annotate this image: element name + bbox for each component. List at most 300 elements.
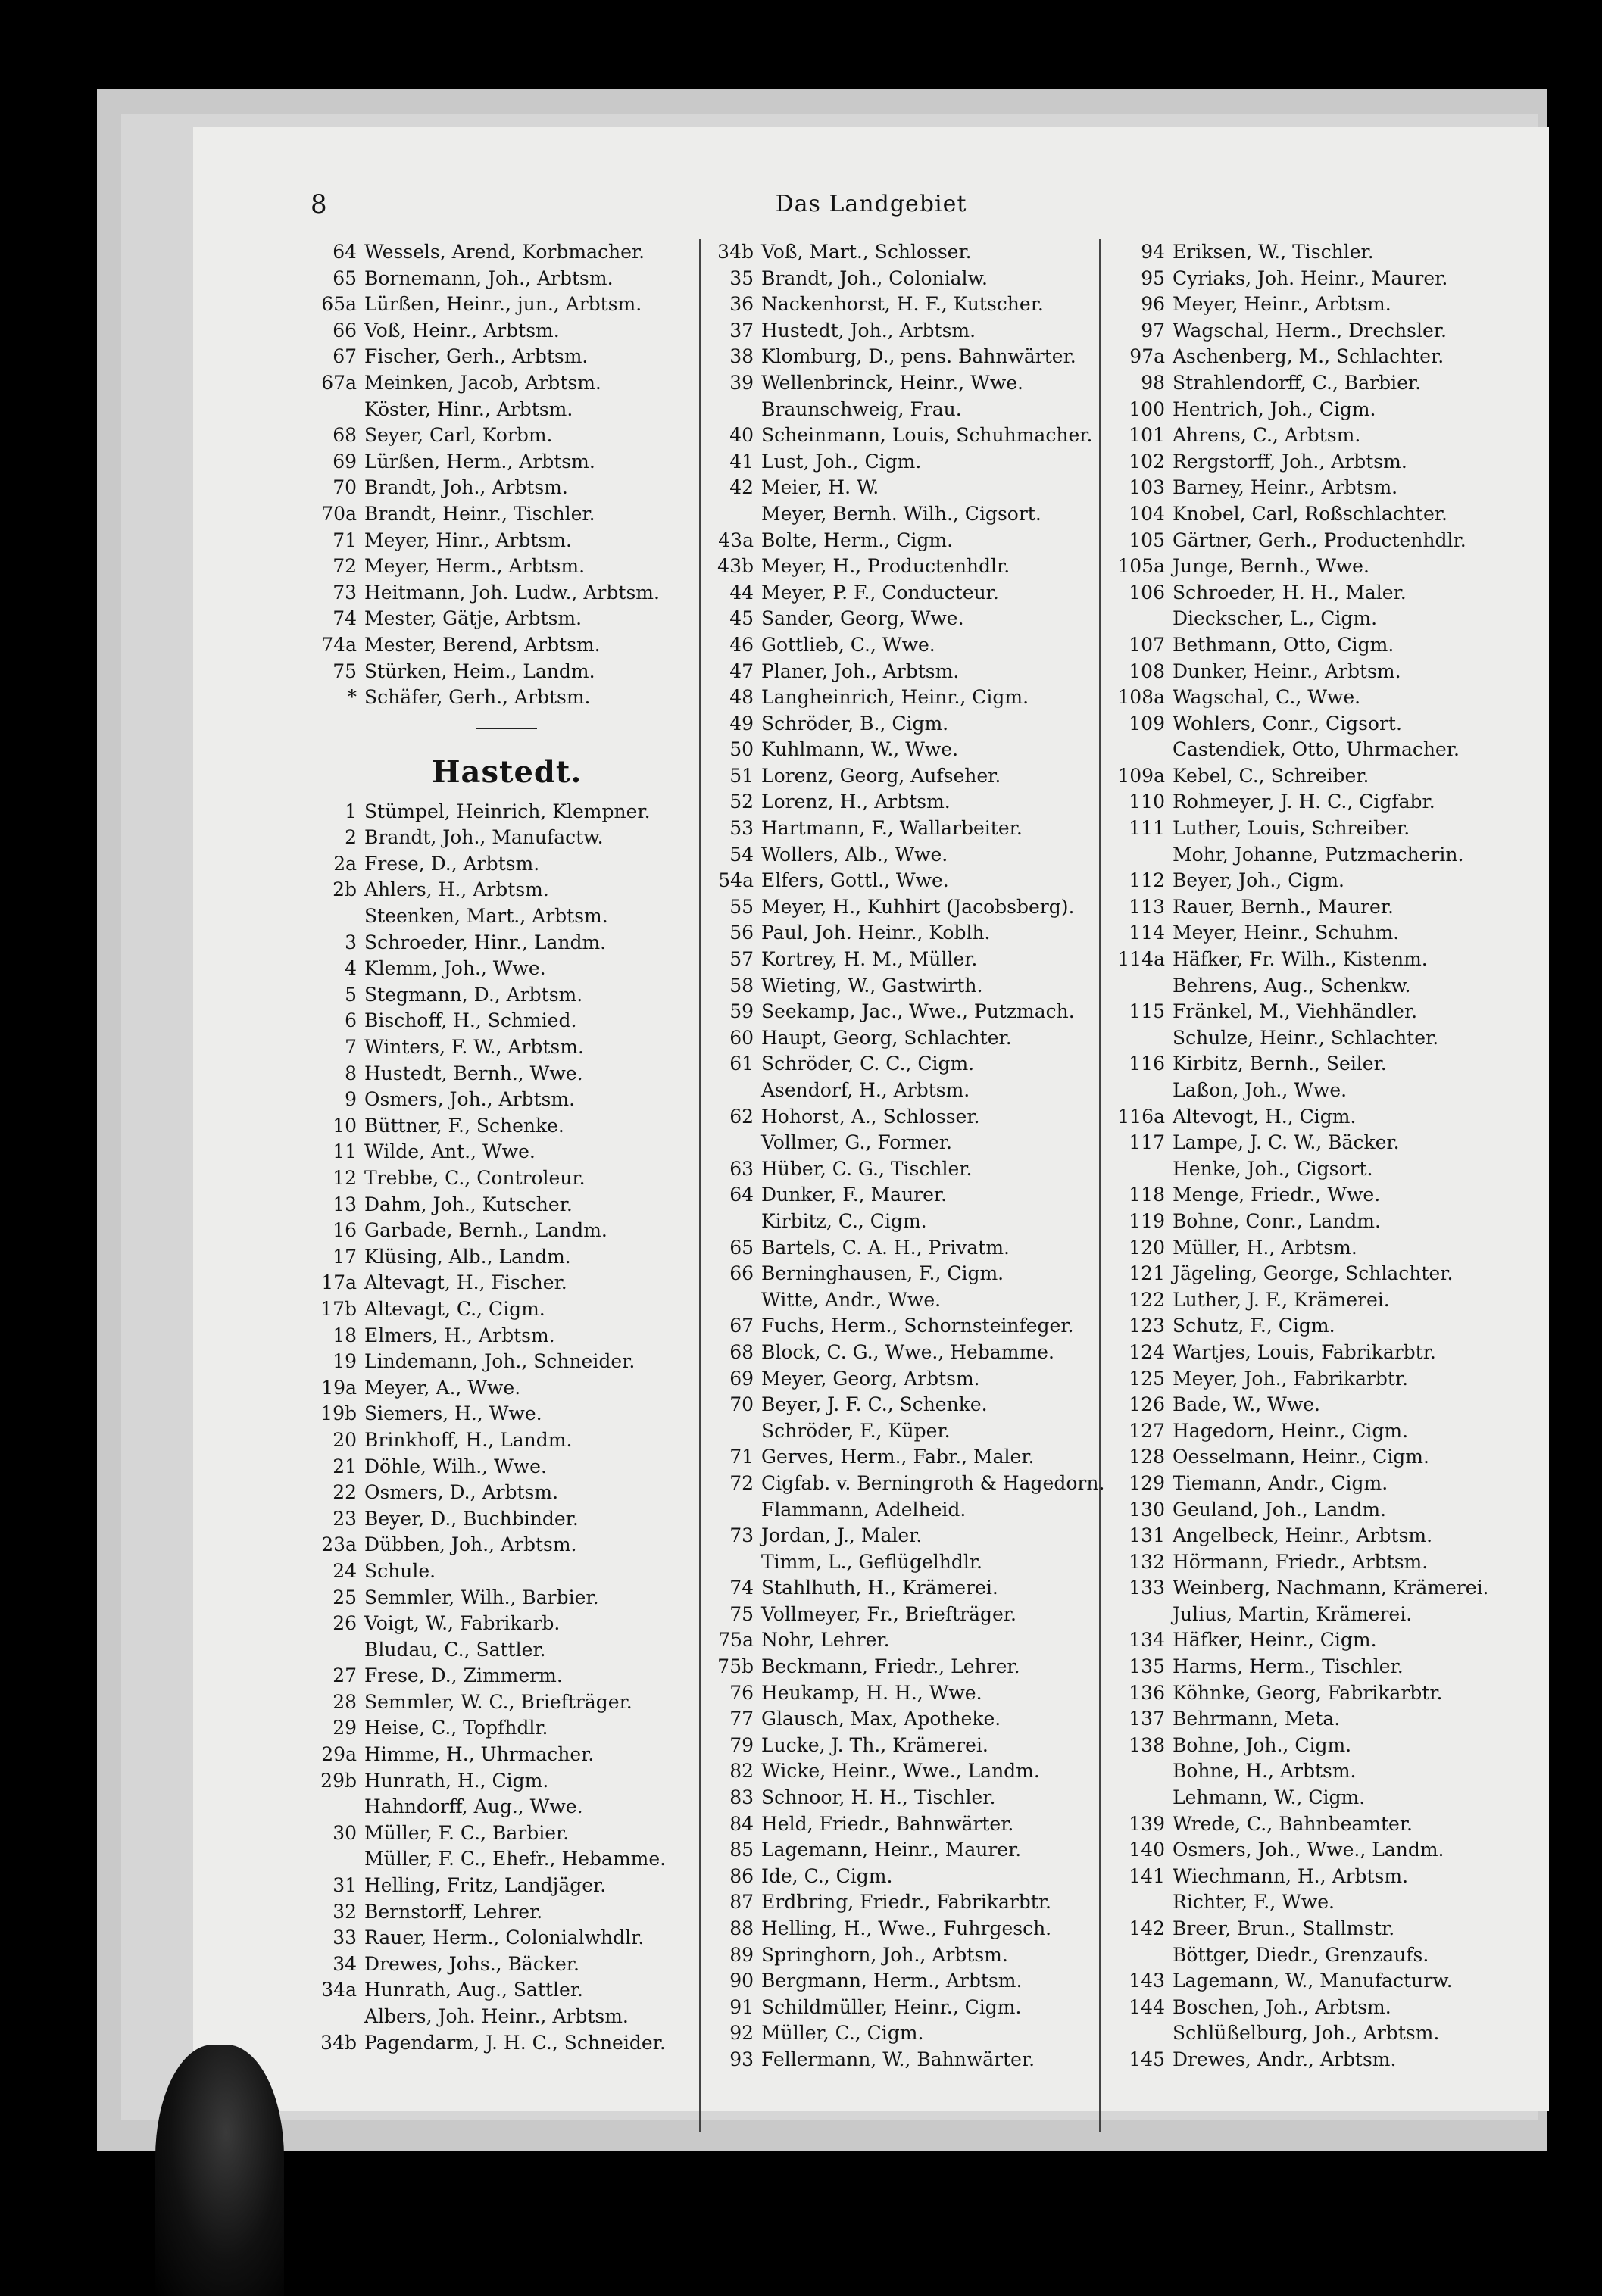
resident-text: Rohmeyer, J. H. C., Cigfabr. [1173, 791, 1435, 813]
resident-text: Schroeder, Hinr., Landm. [364, 931, 607, 953]
house-number: 29 [333, 1717, 357, 1739]
resident-text: Rergstorff, Joh., Arbtsm. [1173, 450, 1407, 473]
resident-text: Vollmer, G., Former. [761, 1131, 952, 1154]
section-heading: Hastedt. [431, 753, 582, 790]
directory-entry [1106, 920, 1530, 947]
directory-entry [1106, 894, 1530, 921]
house-number: 59 [729, 1000, 754, 1023]
house-number: 43b [717, 555, 754, 578]
house-number: 6 [345, 1009, 357, 1032]
resident-text: Brandt, Heinr., Tischler. [364, 502, 595, 525]
directory-entry [1106, 1785, 1530, 1811]
resident-text: Semmler, W. C., Briefträger. [364, 1690, 632, 1713]
directory-entry [1106, 1837, 1530, 1864]
resident-text: Fellermann, W., Bahnwärter. [761, 2048, 1035, 2070]
directory-entry [1106, 292, 1530, 318]
resident-text: Albers, Joh. Heinr., Arbtsm. [364, 2005, 629, 2027]
resident-text: Lorenz, Georg, Aufseher. [761, 764, 1001, 787]
resident-text: Frese, D., Arbtsm. [364, 852, 540, 875]
directory-entry [1106, 1051, 1530, 1078]
house-number: 122 [1129, 1288, 1165, 1311]
house-number: 67 [729, 1315, 754, 1337]
house-number: 87 [729, 1891, 754, 1914]
resident-text: Voigt, W., Fabrikarb. [364, 1612, 561, 1635]
house-number: 73 [333, 581, 357, 604]
resident-text: Böttger, Diedr., Grenzaufs. [1173, 1943, 1429, 1966]
resident-text: Langheinrich, Heinr., Cigm. [761, 686, 1029, 709]
directory-entry [1106, 1811, 1530, 1838]
directory-entry [1106, 1104, 1530, 1131]
house-number: 33 [333, 1926, 357, 1949]
resident-text: Osmers, Joh., Wwe., Landm. [1173, 1839, 1444, 1861]
house-number: 36 [729, 293, 754, 316]
resident-text: Steenken, Mart., Arbtsm. [364, 905, 608, 928]
house-number: 72 [729, 1471, 754, 1494]
house-number: 13 [333, 1193, 357, 1215]
resident-text: Wartjes, Louis, Fabrikarbtr. [1173, 1340, 1436, 1363]
house-number: 123 [1129, 1315, 1165, 1337]
resident-text: Meyer, A., Wwe. [364, 1376, 521, 1399]
directory-entry [1106, 2020, 1530, 2047]
house-number: 107 [1129, 633, 1165, 656]
directory-entry [1106, 685, 1530, 711]
directory-page [193, 127, 1549, 2111]
resident-text: Kirbitz, Bernh., Seiler. [1173, 1053, 1387, 1075]
house-number: 139 [1129, 1812, 1165, 1835]
resident-text: Schröder, F., Küper. [761, 1419, 951, 1442]
resident-text: Meier, H. W. [761, 476, 879, 499]
house-number: 105 [1129, 529, 1165, 551]
resident-text: Jägeling, George, Schlachter. [1173, 1262, 1454, 1285]
house-number: 21 [333, 1455, 357, 1477]
house-number: 34 [333, 1952, 357, 1975]
resident-text: Held, Friedr., Bahnwärter. [761, 1812, 1014, 1835]
house-number: 16 [333, 1219, 357, 1242]
resident-text: Winters, F. W., Arbtsm. [364, 1036, 584, 1059]
resident-text: Meyer, Herm., Arbtsm. [364, 555, 586, 578]
house-number: 75 [729, 1602, 754, 1625]
directory-entry [1106, 2047, 1530, 2073]
house-number: 23a [321, 1533, 357, 1556]
resident-text: Hohorst, A., Schlosser. [761, 1105, 980, 1128]
resident-text: Helling, H., Wwe., Fuhrgesch. [761, 1917, 1052, 1939]
resident-text: Timm, L., Geflügelhdlr. [761, 1550, 983, 1573]
resident-text: Helling, Fritz, Landjäger. [364, 1874, 607, 1897]
directory-entry [1106, 1444, 1530, 1471]
house-number: 54 [729, 843, 754, 866]
house-number: 132 [1129, 1550, 1165, 1573]
house-number: 131 [1129, 1524, 1165, 1547]
resident-text: Breer, Brun., Stallmstr. [1173, 1917, 1395, 1939]
resident-text: Schroeder, H. H., Maler. [1173, 581, 1407, 604]
house-number: 125 [1129, 1367, 1165, 1390]
directory-entry [1106, 1078, 1530, 1104]
directory-entry [1106, 659, 1530, 685]
resident-text: Hunrath, Aug., Sattler. [364, 1979, 583, 2001]
resident-text: Cigfab. v. Berningroth & Hagedorn. [761, 1471, 1105, 1494]
house-number: 73 [729, 1524, 754, 1547]
directory-entry [1106, 554, 1530, 580]
house-number: 130 [1129, 1498, 1165, 1521]
resident-text: Altevagt, C., Cigm. [364, 1297, 545, 1320]
directory-entry [1106, 947, 1530, 973]
directory-entry [1106, 1602, 1530, 1628]
house-number: 39 [729, 371, 754, 394]
house-number: 118 [1129, 1184, 1165, 1206]
directory-entry [1106, 1130, 1530, 1156]
house-number: 52 [729, 791, 754, 813]
house-number: 28 [333, 1690, 357, 1713]
house-number: 75a [718, 1629, 754, 1652]
resident-text: Fischer, Gerh., Arbtsm. [364, 345, 589, 368]
resident-text: Schröder, C. C., Cigm. [761, 1053, 975, 1075]
resident-text: Meyer, Heinr., Schuhm. [1173, 922, 1400, 944]
house-number: 64 [333, 241, 357, 263]
resident-text: Angelbeck, Heinr., Arbtsm. [1173, 1524, 1433, 1547]
house-number: 3 [345, 931, 357, 953]
resident-text: Hustedt, Joh., Arbtsm. [761, 319, 976, 342]
resident-text: Meyer, H., Kuhhirt (Jacobsberg). [761, 895, 1075, 918]
directory-entry [1106, 737, 1530, 763]
resident-text: Henke, Joh., Cigsort. [1173, 1157, 1373, 1180]
resident-text: Lürßen, Herm., Arbtsm. [364, 450, 595, 473]
house-number: 115 [1129, 1000, 1165, 1023]
resident-text: Semmler, Wilh., Barbier. [364, 1586, 599, 1608]
house-number: 58 [729, 974, 754, 997]
house-number: 96 [1141, 293, 1165, 316]
resident-text: Meyer, Joh., Fabrikarbtr. [1173, 1367, 1409, 1390]
house-number: 135 [1129, 1655, 1165, 1678]
directory-entry [1106, 763, 1530, 790]
house-number: 19b [320, 1402, 357, 1425]
resident-text: Paul, Joh. Heinr., Koblh. [761, 922, 991, 944]
house-number: 69 [333, 450, 357, 473]
resident-text: Wilde, Ant., Wwe. [364, 1140, 536, 1163]
resident-text: Brandt, Joh., Manufactw. [364, 826, 604, 849]
house-number: 72 [333, 555, 357, 578]
directory-entry [1106, 1680, 1530, 1707]
directory-entry [1106, 397, 1530, 423]
house-number: 23 [333, 1507, 357, 1530]
house-number: 92 [729, 2022, 754, 2045]
resident-text: Eriksen, W., Tischler. [1173, 241, 1374, 263]
house-number: 86 [729, 1864, 754, 1887]
directory-entry [1106, 1942, 1530, 1969]
resident-text: Brinkhoff, H., Landm. [364, 1428, 573, 1451]
page-number: 8 [311, 189, 327, 220]
house-number: 62 [729, 1105, 754, 1128]
resident-text: Luther, Louis, Schreiber. [1173, 817, 1410, 840]
resident-text: Meyer, Bernh. Wilh., Cigsort. [761, 502, 1041, 525]
house-number: 68 [333, 424, 357, 447]
resident-text: Ahlers, H., Arbtsm. [364, 878, 549, 901]
resident-text: Meyer, H., Productenhdlr. [761, 555, 1010, 578]
resident-text: Stahlhuth, H., Krämerei. [761, 1577, 998, 1599]
house-number: 79 [729, 1733, 754, 1756]
directory-entry [1106, 711, 1530, 738]
house-number: 134 [1129, 1629, 1165, 1652]
house-number: 121 [1129, 1262, 1165, 1285]
house-number: 55 [729, 895, 754, 918]
house-number: 75 [333, 660, 357, 682]
resident-text: Lagemann, Heinr., Maurer. [761, 1839, 1022, 1861]
house-number: 84 [729, 1812, 754, 1835]
directory-entry [1106, 1549, 1530, 1576]
house-number: 4 [345, 957, 357, 980]
resident-text: Haupt, Georg, Schlachter. [761, 1026, 1012, 1049]
resident-text: Himme, H., Uhrmacher. [364, 1743, 595, 1766]
house-number: 76 [729, 1681, 754, 1704]
resident-text: Kebel, C., Schreiber. [1173, 764, 1369, 787]
house-number: 90 [729, 1970, 754, 1992]
resident-text: Bohne, H., Arbtsm. [1173, 1760, 1357, 1783]
house-number: 120 [1129, 1236, 1165, 1259]
house-number: 93 [729, 2048, 754, 2070]
resident-text: Boschen, Joh., Arbtsm. [1173, 1995, 1391, 2018]
house-number: 12 [333, 1167, 357, 1189]
resident-text: Heitmann, Joh. Ludw., Arbtsm. [364, 581, 660, 604]
directory-entry [1106, 606, 1530, 632]
directory-entry [1106, 344, 1530, 370]
house-number: 108 [1129, 660, 1165, 682]
directory-entry [1106, 239, 1530, 266]
house-number: 142 [1129, 1917, 1165, 1939]
resident-text: Hahndorff, Aug., Wwe. [364, 1795, 583, 1818]
house-number: 103 [1129, 476, 1165, 499]
resident-text: Osmers, D., Arbtsm. [364, 1481, 559, 1504]
resident-text: Barney, Heinr., Arbtsm. [1173, 476, 1398, 499]
running-header [193, 189, 1549, 226]
house-number: 40 [729, 424, 754, 447]
house-number: 74a [321, 633, 357, 656]
resident-text: Schnoor, H. H., Tischler. [761, 1786, 996, 1809]
resident-text: Lürßen, Heinr., jun., Arbtsm. [364, 293, 642, 316]
resident-text: Wagschal, Herm., Drechsler. [1173, 319, 1447, 342]
directory-entry [1106, 1654, 1530, 1680]
directory-entry [1106, 1182, 1530, 1209]
house-number: 144 [1129, 1995, 1165, 2018]
resident-text: Lucke, J. Th., Krämerei. [761, 1733, 988, 1756]
resident-text: Sander, Georg, Wwe. [761, 607, 964, 630]
house-number: 61 [729, 1053, 754, 1075]
directory-entry [1106, 1392, 1530, 1418]
resident-text: Altevagt, H., Fischer. [364, 1271, 567, 1294]
directory-entry [1106, 1968, 1530, 1995]
directory-entry [1106, 1627, 1530, 1654]
directory-entry [1106, 1025, 1530, 1052]
resident-text: Glausch, Max, Apotheke. [761, 1708, 1001, 1730]
resident-text: Hustedt, Bernh., Wwe. [364, 1062, 583, 1084]
directory-entry [1106, 1209, 1530, 1235]
resident-text: Altevogt, H., Cigm. [1173, 1105, 1357, 1128]
resident-text: Klemm, Joh., Wwe. [364, 957, 546, 980]
house-number: 50 [729, 738, 754, 761]
directory-entry [1106, 999, 1530, 1025]
resident-text: Junge, Bernh., Wwe. [1173, 555, 1369, 578]
house-number: 145 [1129, 2048, 1165, 2070]
resident-text: Wrede, C., Bahnbeamter. [1173, 1812, 1413, 1835]
house-number: 77 [729, 1708, 754, 1730]
house-number: 116a [1117, 1105, 1165, 1128]
resident-text: Laßon, Joh., Wwe. [1173, 1079, 1347, 1101]
house-number: 109a [1117, 764, 1165, 787]
house-number: 114a [1117, 948, 1165, 971]
resident-text: Häfker, Heinr., Cigm. [1173, 1629, 1377, 1652]
directory-entry [1106, 1287, 1530, 1314]
resident-text: Hörmann, Friedr., Arbtsm. [1173, 1550, 1429, 1573]
resident-text: Dübben, Joh., Arbtsm. [364, 1533, 577, 1556]
resident-text: Mohr, Johanne, Putzmacherin. [1173, 843, 1464, 866]
resident-text: Castendiek, Otto, Uhrmacher. [1173, 738, 1460, 761]
house-number: 143 [1129, 1970, 1165, 1992]
directory-entry [1106, 580, 1530, 607]
resident-text: Dunker, Heinr., Arbtsm. [1173, 660, 1401, 682]
house-number: 19a [321, 1376, 357, 1399]
thumb [155, 2045, 284, 2296]
directory-entry [1106, 266, 1530, 292]
house-number: 19 [333, 1350, 357, 1373]
house-number: 30 [333, 1821, 357, 1844]
directory-entry [1106, 1340, 1530, 1366]
resident-text: Stürken, Heim., Landm. [364, 660, 595, 682]
house-number: 48 [729, 686, 754, 709]
house-number: 100 [1129, 398, 1165, 420]
house-number: 22 [333, 1481, 357, 1504]
resident-text: Heukamp, H. H., Wwe. [761, 1681, 982, 1704]
resident-text: Scheinmann, Louis, Schuhmacher. [761, 424, 1093, 447]
resident-text: Erdbring, Friedr., Fabrikarbtr. [761, 1891, 1051, 1914]
house-number: 94 [1141, 241, 1165, 263]
house-number: 67a [321, 371, 357, 394]
resident-text: Gerves, Herm., Fabr., Maler. [761, 1446, 1035, 1468]
house-number: 47 [729, 660, 754, 682]
resident-text: Heise, C., Topfhdlr. [364, 1717, 548, 1739]
resident-text: Tiemann, Andr., Cigm. [1173, 1471, 1388, 1494]
resident-text: Menge, Friedr., Wwe. [1173, 1184, 1381, 1206]
resident-text: Julius, Martin, Krämerei. [1173, 1602, 1413, 1625]
resident-text: Gärtner, Gerh., Productenhdlr. [1173, 529, 1466, 551]
resident-text: Beyer, Joh., Cigm. [1173, 869, 1344, 892]
directory-entry [1106, 842, 1530, 869]
resident-text: Lampe, J. C. W., Bäcker. [1173, 1131, 1400, 1154]
house-number: 20 [333, 1428, 357, 1451]
house-number: 24 [333, 1559, 357, 1582]
house-number: 32 [333, 1900, 357, 1923]
resident-text: Vollmeyer, Fr., Briefträger. [761, 1602, 1016, 1625]
resident-text: Meinken, Jacob, Arbtsm. [364, 371, 601, 394]
house-number: 126 [1129, 1393, 1165, 1416]
resident-text: Stegmann, D., Arbtsm. [364, 983, 583, 1006]
resident-text: Ide, C., Cigm. [761, 1864, 893, 1887]
directory-entry [1106, 1235, 1530, 1262]
directory-entry [1106, 370, 1530, 397]
resident-text: Brandt, Joh., Colonialw. [761, 267, 988, 289]
resident-text: Lust, Joh., Cigm. [761, 450, 922, 473]
house-number: 68 [729, 1340, 754, 1363]
resident-text: Klüsing, Alb., Landm. [364, 1245, 571, 1268]
resident-text: Richter, F., Wwe. [1173, 1891, 1335, 1914]
house-number: 95 [1141, 267, 1165, 289]
resident-text: Lorenz, H., Arbtsm. [761, 791, 951, 813]
house-number: 141 [1129, 1864, 1165, 1887]
resident-text: Oesselmann, Heinr., Cigm. [1173, 1446, 1429, 1468]
house-number: 46 [729, 633, 754, 656]
resident-text: Witte, Andr., Wwe. [761, 1288, 942, 1311]
house-number: 83 [729, 1786, 754, 1809]
house-number: 63 [729, 1157, 754, 1180]
directory-entry [1106, 1523, 1530, 1549]
house-number: 43a [718, 529, 754, 551]
resident-text: Nohr, Lehrer. [761, 1629, 890, 1652]
resident-text: Strahlendorff, C., Barbier. [1173, 371, 1422, 394]
house-number: 53 [729, 817, 754, 840]
resident-text: Bernstorff, Lehrer. [364, 1900, 543, 1923]
resident-text: Kortrey, H. M., Müller. [761, 948, 978, 971]
directory-entry [1106, 973, 1530, 1000]
resident-text: Hartmann, F., Wallarbeiter. [761, 817, 1023, 840]
resident-text: Fuchs, Herm., Schornsteinfeger. [761, 1315, 1074, 1337]
resident-text: Elfers, Gottl., Wwe. [761, 869, 949, 892]
house-number: 82 [729, 1760, 754, 1783]
resident-text: Nackenhorst, H. F., Kutscher. [761, 293, 1044, 316]
resident-text: Bethmann, Otto, Cigm. [1173, 633, 1394, 656]
resident-text: Springhorn, Joh., Arbtsm. [761, 1943, 1008, 1966]
house-number: 128 [1129, 1446, 1165, 1468]
directory-entry [1106, 1916, 1530, 1942]
resident-text: Gottlieb, C., Wwe. [761, 633, 935, 656]
house-number: 17 [333, 1245, 357, 1268]
resident-text: Dunker, F., Maurer. [761, 1184, 948, 1206]
resident-text: Ahrens, C., Arbtsm. [1173, 424, 1361, 447]
resident-text: Bischoff, H., Schmied. [364, 1009, 577, 1032]
house-number: 97 [1141, 319, 1165, 342]
house-number: 56 [729, 922, 754, 944]
house-number: 2 [345, 826, 357, 849]
house-number: 18 [333, 1324, 357, 1346]
resident-text: Meyer, Hinr., Arbtsm. [364, 529, 572, 551]
house-number: 74 [333, 607, 357, 630]
house-number: 51 [729, 764, 754, 787]
resident-text: Cyriaks, Joh. Heinr., Maurer. [1173, 267, 1448, 289]
directory-entry [1106, 1261, 1530, 1287]
resident-text: Flammann, Adelheid. [761, 1498, 967, 1521]
directory-entry [1106, 1706, 1530, 1733]
resident-text: Schule. [364, 1559, 436, 1582]
resident-text: Siemers, H., Wwe. [364, 1402, 542, 1425]
resident-text: Elmers, H., Arbtsm. [364, 1324, 555, 1346]
resident-text: Jordan, J., Maler. [761, 1524, 923, 1547]
resident-text: Seyer, Carl, Korbm. [364, 424, 553, 447]
resident-text: Wollers, Alb., Wwe. [761, 843, 948, 866]
house-number: 74 [729, 1577, 754, 1599]
resident-text: Hentrich, Joh., Cigm. [1173, 398, 1376, 420]
resident-text: Lindemann, Joh., Schneider. [364, 1350, 635, 1373]
resident-text: Beyer, J. F. C., Schenke. [761, 1393, 988, 1416]
resident-text: Osmers, Joh., Arbtsm. [364, 1088, 576, 1111]
resident-text: Schlüßelburg, Joh., Arbtsm. [1173, 2022, 1440, 2045]
resident-text: Luther, J. F., Krämerei. [1173, 1288, 1390, 1311]
house-number: 105a [1117, 555, 1165, 578]
house-number: 70 [333, 476, 357, 499]
house-number: 9 [345, 1088, 357, 1111]
house-number: 66 [729, 1262, 754, 1285]
house-number: 71 [729, 1446, 754, 1468]
house-number: 71 [333, 529, 357, 551]
resident-text: Bade, W., Wwe. [1173, 1393, 1320, 1416]
resident-text: Rauer, Bernh., Maurer. [1173, 895, 1394, 918]
resident-text: Dieckscher, L., Cigm. [1173, 607, 1378, 630]
resident-text: Braunschweig, Frau. [761, 398, 962, 420]
